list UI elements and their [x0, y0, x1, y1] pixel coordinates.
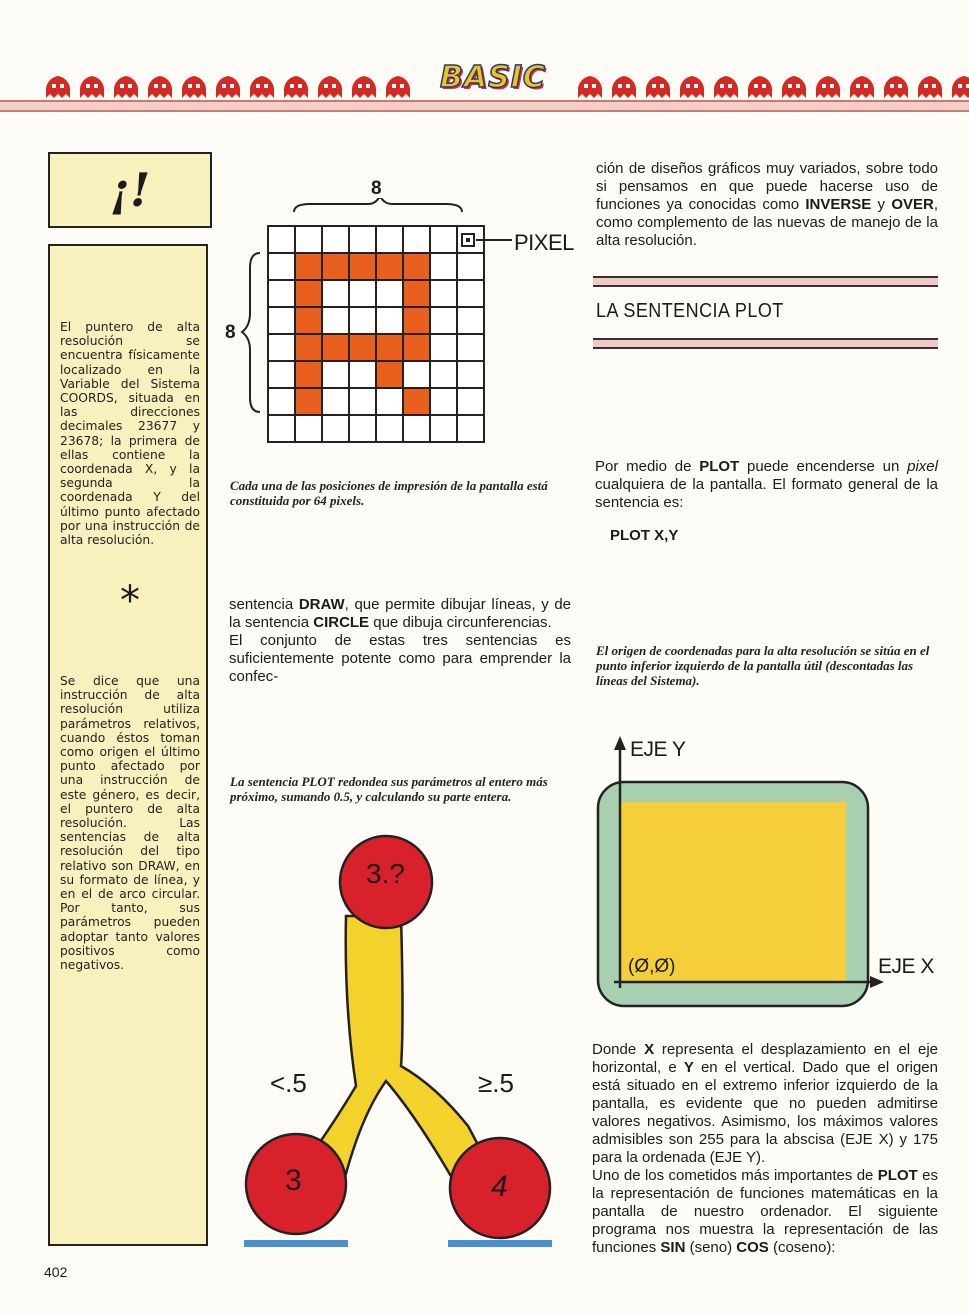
- space-invader-icon: [882, 72, 910, 98]
- pixel-cell: [457, 415, 484, 442]
- asterisk-icon: *: [120, 578, 140, 624]
- pixel-cell: [322, 415, 349, 442]
- pixel-cell: [376, 415, 403, 442]
- pixel-cell: [403, 280, 430, 307]
- space-invader-icon: [248, 72, 276, 98]
- pixel-cell: [295, 361, 322, 388]
- space-invader-icon: [316, 72, 344, 98]
- pixel-cell: [457, 361, 484, 388]
- pixel-cell: [403, 388, 430, 415]
- pixel-cell: [295, 415, 322, 442]
- yellow-arms: [310, 916, 484, 1181]
- pixel-cell: [295, 226, 322, 253]
- pixel-cell: [403, 307, 430, 334]
- pixel-figure-caption: Cada una de las posiciones de impresión de la pantalla está constituida por 64 pixels.: [230, 478, 548, 508]
- pixel-cell: [322, 253, 349, 280]
- pixel-cell: [430, 361, 457, 388]
- sidebar-title: ¡!: [48, 152, 212, 228]
- pixel-cell: [457, 280, 484, 307]
- space-invader-icon: [746, 72, 774, 98]
- axis-y-label: EJE Y: [630, 738, 686, 761]
- space-invader-icon: [350, 72, 378, 98]
- pixel-cell: [457, 253, 484, 280]
- pixel-cell: [349, 280, 376, 307]
- pixel-cell: [295, 388, 322, 415]
- space-invader-icon: [180, 72, 208, 98]
- section-heading: LA SENTENCIA PLOT: [596, 300, 784, 322]
- base-left: [244, 1240, 348, 1247]
- pixel-side-label: 8: [225, 322, 236, 343]
- space-invader-icon: [282, 72, 310, 98]
- pixel-cell: [430, 253, 457, 280]
- screen-area: [620, 802, 846, 982]
- side-brace: [242, 253, 260, 412]
- pixel-cell: [376, 280, 403, 307]
- pixel-cell: [322, 226, 349, 253]
- space-invader-icon: [916, 72, 944, 98]
- heading-rule-bottom: [593, 338, 938, 349]
- pixel-cell: [430, 280, 457, 307]
- pixel-cell: [376, 226, 403, 253]
- header-band: [0, 100, 969, 112]
- basic-logo: BASIC: [440, 60, 546, 95]
- space-invader-icon: [848, 72, 876, 98]
- pixel-cell: [349, 307, 376, 334]
- pixel-cell: [376, 334, 403, 361]
- plot-paragraph: Por medio de PLOT puede encenderse un pixel cualquiera de la pantalla. El formato general de la sentencia es:: [595, 458, 938, 511]
- pixel-cell: [349, 415, 376, 442]
- invader-row-left: [44, 58, 412, 98]
- pixel-cell: [349, 226, 376, 253]
- pixel-cell: [403, 253, 430, 280]
- pixel-cell: [430, 415, 457, 442]
- pixel-cell: [268, 361, 295, 388]
- pixel-cell: [457, 334, 484, 361]
- ball-left-label: 3: [285, 1164, 302, 1197]
- space-invader-icon: [146, 72, 174, 98]
- pixel-cell: [430, 388, 457, 415]
- pixel-cell: [430, 334, 457, 361]
- sidebar-paragraph-2: Se dice que una instrucción de alta resolución utiliza parámetros relativos, cuando éstos toman como origen el último punto afectado por una instrucción de este género, es decir, el puntero de alta resolución. Las sentencias de alta resolución del tipo relativo son DRAW, en su formato de línea, y en el de arco circular. Por tanto, sus parámetros pueden adoptar tanto valores positivos como negativos.: [60, 674, 200, 973]
- pixel-cell: [403, 334, 430, 361]
- pixel-grid: [268, 226, 484, 442]
- space-invader-icon: [712, 72, 740, 98]
- space-invader-icon: [678, 72, 706, 98]
- pixel-cell: [268, 226, 295, 253]
- pixel-cell: [322, 388, 349, 415]
- pixel-cell: [349, 388, 376, 415]
- space-invader-icon: [950, 72, 969, 98]
- pixel-cell: [457, 307, 484, 334]
- space-invader-icon: [214, 72, 242, 98]
- top-brace: [294, 198, 462, 212]
- space-invader-icon: [112, 72, 140, 98]
- pixel-cell: [403, 415, 430, 442]
- pixel-cell: [349, 253, 376, 280]
- sidebar-box: [48, 244, 208, 1246]
- space-invader-icon: [780, 72, 808, 98]
- middle-paragraph: sentencia DRAW, que permite dibujar líneas, y de la sentencia CIRCLE que dibuja circunferencias. El conjunto de estas tres sentencias es suficientemente potente como para emprender la confec-: [229, 596, 572, 685]
- pixel-label: PIXEL: [514, 230, 574, 255]
- space-invader-icon: [44, 72, 72, 98]
- plot-figure-caption: La sentencia PLOT redondea sus parámetros al entero más próximo, sumando 0.5, y calculando su parte entera.: [230, 774, 548, 804]
- pixel-cell: [268, 280, 295, 307]
- space-invader-icon: [644, 72, 672, 98]
- pixel-cell: [268, 415, 295, 442]
- base-right: [448, 1240, 552, 1247]
- pixel-cell: [268, 253, 295, 280]
- pixel-cell: [403, 361, 430, 388]
- pixel-cell: [295, 280, 322, 307]
- pixel-cell: [349, 361, 376, 388]
- heading-rule-top: [593, 276, 938, 287]
- axes-figure-caption: El origen de coordenadas para la alta resolución se sitúa en el punto inferior izquierdo de la pantalla útil (descontadas las líneas del Sistema).: [596, 643, 930, 688]
- pixel-cell: [376, 361, 403, 388]
- pixel-cell: [376, 307, 403, 334]
- space-invader-icon: [576, 72, 604, 98]
- pixel-cell: [295, 307, 322, 334]
- pixel-cell: [322, 280, 349, 307]
- ball-top-label: 3.?: [366, 858, 405, 889]
- pixel-cell: [430, 226, 457, 253]
- pixel-cell: [322, 307, 349, 334]
- pixel-cell: [295, 253, 322, 280]
- pixel-cell: [268, 334, 295, 361]
- space-invader-icon: [610, 72, 638, 98]
- pixel-cell: [430, 307, 457, 334]
- pixel-cell: [376, 388, 403, 415]
- right-intro-paragraph: ción de diseños gráficos muy variados, sobre todo si pensamos en que puede hacerse uso de funciones ya conocidas como INVERSE y OVER, como complemento de las nuevas de manejo de la alta resolución.: [596, 160, 938, 249]
- space-invader-icon: [78, 72, 106, 98]
- ball-right-label: 4: [491, 1170, 508, 1203]
- pixel-cell: [268, 307, 295, 334]
- less-than-label: <.5: [270, 1068, 307, 1098]
- pixel-cell: [457, 388, 484, 415]
- pixel-cell: [403, 226, 430, 253]
- pixel-cell: [349, 334, 376, 361]
- space-invader-icon: [814, 72, 842, 98]
- plot-syntax: PLOT X,Y: [610, 527, 679, 544]
- space-invader-icon: [384, 72, 412, 98]
- pixel-cell: [376, 253, 403, 280]
- pixel-top-label: 8: [371, 178, 382, 199]
- sidebar-paragraph-1: El puntero de alta resolución se encuentra físicamente localizado en la Variable del Sistema COORDS, situada en las direcciones decimales 23677 y 23678; la primera de ellas contiene la coordenada X, y la segunda la coordenada Y del último punto afectado por una instrucción de alta resolución.: [60, 320, 200, 548]
- pixel-cell: [268, 388, 295, 415]
- pixel-cell: [322, 361, 349, 388]
- pixel-cell: [295, 334, 322, 361]
- origin-label: (Ø,Ø): [628, 956, 676, 977]
- donde-paragraph: Donde X representa el desplazamiento en el eje horizontal, e Y en el vertical. Dado que el origen está situado en el extremo inferior izquierdo de la pantalla, es evidente que no pueden admitirse valores negativos. Asimismo, los máximos valores admisibles son 255 para la abscisa (EJE X) y 175 para la ordenada (EJE Y). Uno de los cometidos más importantes de PLOT es la representación de funciones matemáticas en la pantalla de nuestro ordenador. El siguiente programa nos muestra la representación de las funciones SIN (seno) COS (coseno):: [592, 1041, 938, 1256]
- greater-equal-label: ≥.5: [478, 1068, 514, 1098]
- y-arrow-icon: [614, 736, 626, 750]
- invader-row-right: [576, 58, 969, 98]
- page-number: 402: [44, 1264, 68, 1280]
- pixel-cell: [322, 334, 349, 361]
- axis-x-label: EJE X: [878, 955, 934, 978]
